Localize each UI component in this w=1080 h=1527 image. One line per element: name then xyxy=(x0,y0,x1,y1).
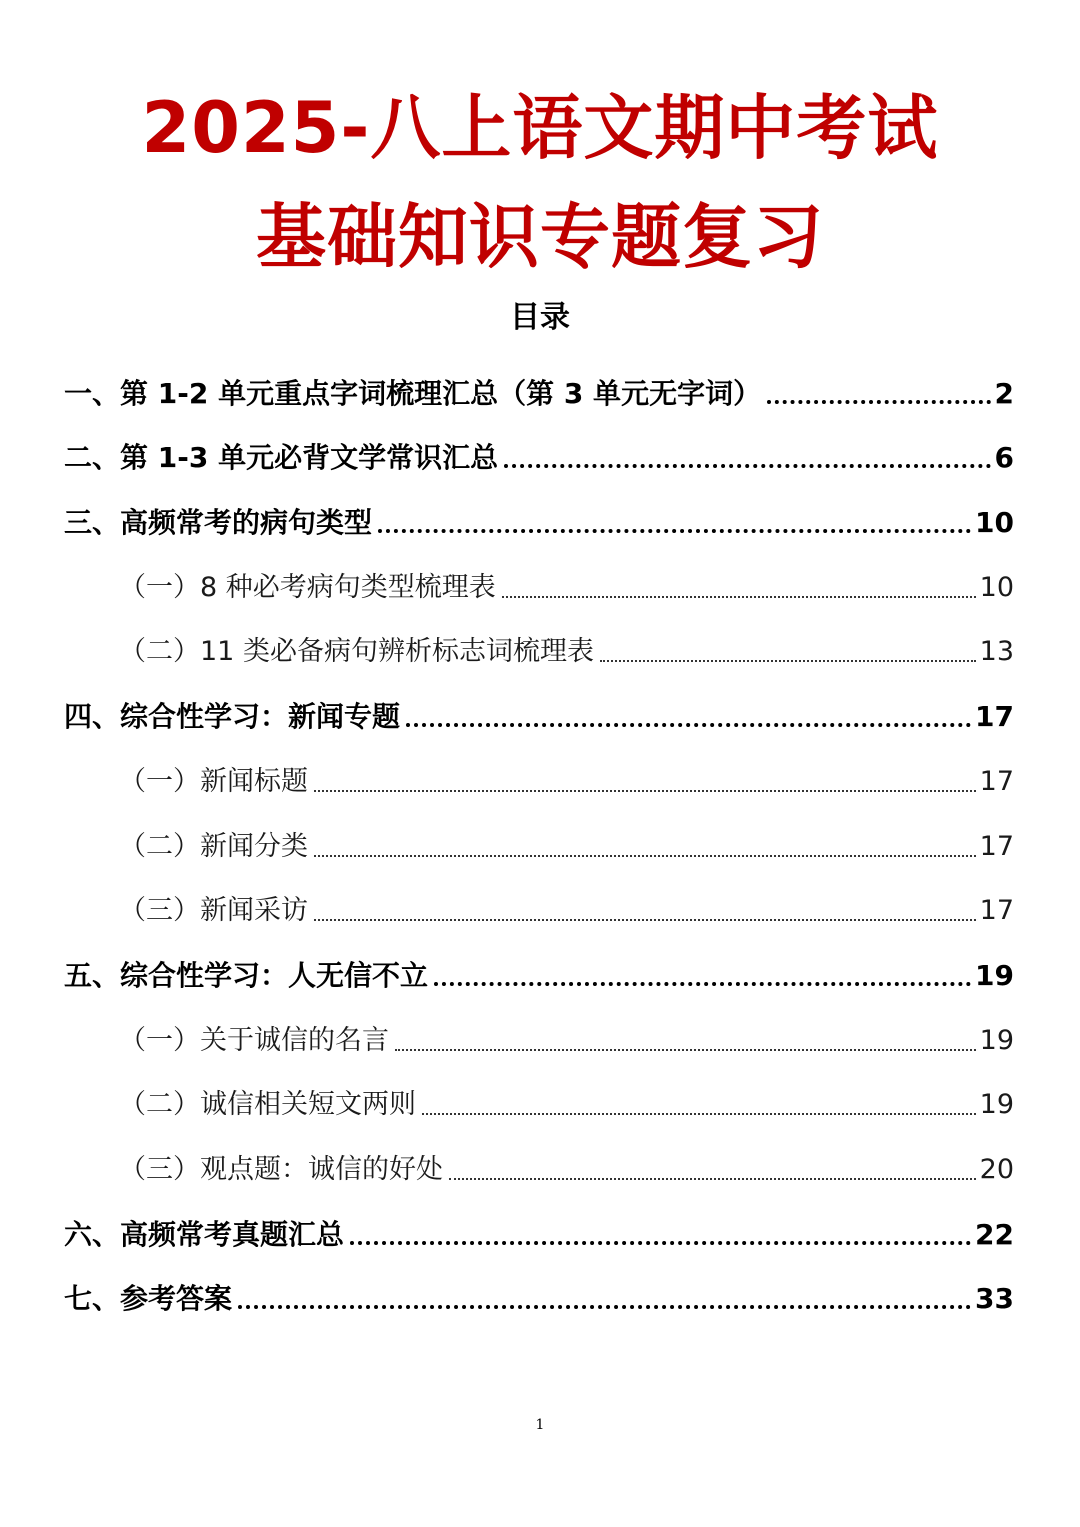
toc-subentry-4-3[interactable] xyxy=(64,876,1014,941)
toc-dot-leader xyxy=(502,596,976,598)
toc-subentry-5-2[interactable] xyxy=(64,1070,1014,1135)
toc-entry-label: （三）观点题：诚信的好处 xyxy=(119,1153,443,1185)
toc-entry-label: （一）8 种必考病句类型梳理表 xyxy=(119,571,496,603)
toc-entry-page: 19 xyxy=(975,958,1014,992)
toc-subentry-5-1[interactable] xyxy=(64,1005,1014,1070)
toc-entry-page: 10 xyxy=(975,506,1014,540)
toc-entry-label: 二、第 1-3 单元必背文学常识汇总 xyxy=(64,441,499,475)
toc-entry-page: 20 xyxy=(979,1153,1014,1185)
document-title-line-1: 2025-八上语文期中考试 xyxy=(141,87,939,169)
toc-subentry-4-1[interactable] xyxy=(64,746,1014,811)
table-of-contents xyxy=(64,358,1014,1328)
toc-dot-leader xyxy=(395,1049,976,1051)
toc-dot-leader xyxy=(350,1241,971,1245)
toc-heading: 目录 xyxy=(510,300,570,335)
toc-entry-page: 6 xyxy=(994,441,1014,475)
toc-dot-leader xyxy=(504,464,990,468)
toc-entry-4[interactable] xyxy=(64,681,1014,746)
toc-dot-leader xyxy=(238,1305,971,1309)
toc-entry-label: 六、高频常考真题汇总 xyxy=(64,1217,345,1251)
toc-dot-leader xyxy=(767,400,990,404)
toc-subentry-5-3[interactable] xyxy=(64,1134,1014,1199)
toc-entry-1[interactable] xyxy=(64,358,1014,423)
toc-entry-label: 七、参考答案 xyxy=(64,1282,233,1316)
toc-entry-page: 33 xyxy=(975,1282,1014,1316)
toc-entry-page: 13 xyxy=(979,636,1014,668)
toc-entry-page: 10 xyxy=(979,571,1014,603)
toc-entry-page: 2 xyxy=(994,376,1014,410)
toc-entry-label: （一）新闻标题 xyxy=(119,765,308,797)
toc-dot-leader xyxy=(314,919,976,921)
toc-dot-leader xyxy=(314,790,976,792)
toc-dot-leader xyxy=(434,982,971,986)
toc-entry-page: 19 xyxy=(979,1089,1014,1121)
toc-entry-label: （一）关于诚信的名言 xyxy=(119,1024,389,1056)
toc-entry-label: （二）新闻分类 xyxy=(119,830,308,862)
toc-entry-2[interactable] xyxy=(64,423,1014,488)
toc-entry-label: 一、第 1-2 单元重点字词梳理汇总（第 3 单元无字词） xyxy=(64,376,762,410)
toc-entry-page: 17 xyxy=(979,895,1014,927)
toc-dot-leader xyxy=(314,855,976,857)
toc-subentry-3-2[interactable] xyxy=(64,617,1014,682)
toc-dot-leader xyxy=(422,1113,976,1115)
toc-entry-page: 22 xyxy=(975,1217,1014,1251)
toc-subentry-4-2[interactable] xyxy=(64,811,1014,876)
toc-entry-page: 19 xyxy=(979,1024,1014,1056)
toc-subentry-3-1[interactable] xyxy=(64,552,1014,617)
toc-entry-label: （二）11 类必备病句辨析标志词梳理表 xyxy=(119,636,594,668)
toc-dot-leader xyxy=(600,660,976,662)
toc-entry-page: 17 xyxy=(979,830,1014,862)
toc-entry-page: 17 xyxy=(979,765,1014,797)
toc-entry-7[interactable] xyxy=(64,1264,1014,1329)
toc-entry-3[interactable] xyxy=(64,487,1014,552)
toc-entry-6[interactable] xyxy=(64,1199,1014,1264)
toc-dot-leader xyxy=(378,529,971,533)
toc-entry-label: （二）诚信相关短文两则 xyxy=(119,1089,416,1121)
toc-entry-5[interactable] xyxy=(64,940,1014,1005)
toc-entry-page: 17 xyxy=(975,700,1014,734)
toc-entry-label: 三、高频常考的病句类型 xyxy=(64,506,373,540)
toc-dot-leader xyxy=(449,1178,976,1180)
document-title-line-2: 基础知识专题复习 xyxy=(256,196,824,278)
toc-dot-leader xyxy=(406,723,971,727)
page-number: 1 xyxy=(535,1417,545,1433)
toc-entry-label: 五、综合性学习：人无信不立 xyxy=(64,958,429,992)
toc-entry-label: 四、综合性学习：新闻专题 xyxy=(64,700,401,734)
toc-entry-label: （三）新闻采访 xyxy=(119,895,308,927)
